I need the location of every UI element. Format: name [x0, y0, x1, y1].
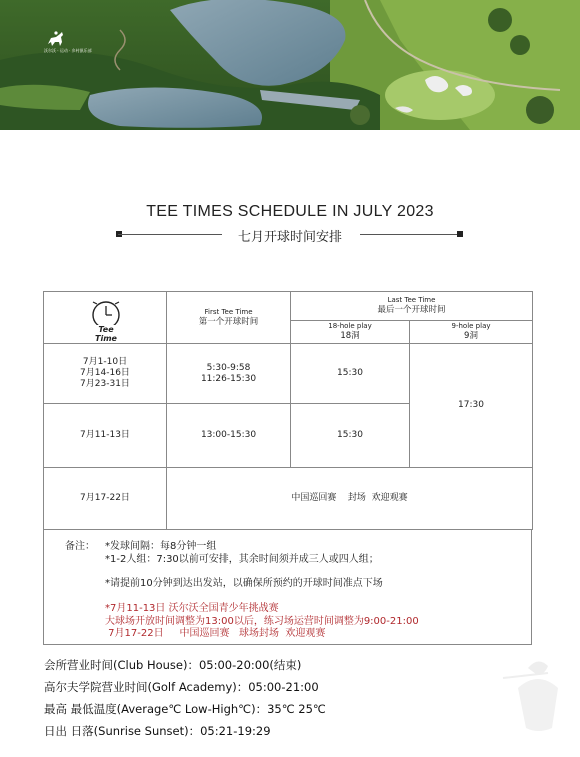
note-interval: *发球间隔：每8分钟一组 [105, 541, 217, 552]
tour-row-dates: 7月17-22日 [44, 468, 167, 530]
last-tee-header [291, 292, 533, 321]
row1-first-2: 11:26-15:30 [200, 373, 257, 384]
logo-text: 沃尔沃 · 运动 · 乡村俱乐部 [44, 48, 92, 53]
tee-time-logo [86, 299, 126, 343]
row1-date-3: 7月23-31日 [80, 379, 130, 389]
note-hours-adjusted: 大球场开放时间调整为13:00以后，练习场运营时间调整为9:00-21:00 [105, 616, 419, 627]
notes-label: 备注： [65, 541, 95, 552]
row1-dates [44, 344, 167, 404]
info-sunrise-sunset: 日出 日落(Sunrise Sunset)：05:21-19:29 [44, 724, 271, 738]
hole9-header [410, 321, 533, 344]
golfer-watermark [488, 648, 578, 757]
first-tee-header [167, 292, 291, 344]
tee-time-logo-text: Tee Time [86, 325, 126, 343]
info-temperature: 最高 最低温度(Average℃ Low-High℃)：35℃ 25℃ [44, 702, 326, 716]
title-rule-square-right [457, 231, 463, 237]
row2-last18: 15:30 [291, 404, 410, 468]
hole18-header-cn: 18洞 [340, 331, 360, 341]
hole18-header-en: 18-hole play [328, 322, 372, 330]
first-tee-header-cn: 第一个开球时间 [198, 316, 259, 327]
horse-rider-icon [44, 30, 68, 48]
note-small-group: *1-2人组：7:30以前可安排，其余时间须并成三人或四人组； [105, 554, 379, 565]
tour-row-text: 中国巡回赛 封场 欢迎观赛 [167, 468, 533, 530]
hole18-header [291, 321, 410, 344]
note-china-tour: 7月17-22日 中国巡回赛 球场封场 欢迎观赛 [105, 628, 326, 639]
last9-cell: 17:30 [410, 344, 533, 468]
row1-last18: 15:30 [291, 344, 410, 404]
hole9-header-cn: 9洞 [464, 331, 478, 341]
row1-date-1: 7月1-10日 [82, 357, 128, 367]
row1-first-tee [167, 344, 291, 404]
note-arrive-early: *请提前10分钟到达出发站，以确保所预约的开球时间准点下场 [105, 578, 383, 589]
info-club-house: 会所营业时间(Club House)：05:00-20:00(结束) [44, 658, 302, 672]
club-logo [44, 30, 92, 53]
last-tee-header-cn: 最后一个开球时间 [377, 305, 446, 315]
title-rule-right [360, 234, 460, 235]
row1-date-2: 7月14-16日 [80, 368, 130, 378]
hole9-header-en: 9-hole play [451, 322, 491, 330]
page-title: TEE TIMES SCHEDULE IN JULY 2023 [146, 203, 434, 220]
row2-dates: 7月11-13日 [44, 404, 167, 468]
row1-first-1: 5:30-9:58 [206, 362, 251, 373]
note-junior-event: *7月11-13日 沃尔沃全国青少年挑战赛 [105, 603, 279, 614]
course-aerial-banner [0, 0, 580, 130]
last-tee-header-en: Last Tee Time [387, 296, 436, 304]
row2-first-tee: 13:00-15:30 [167, 404, 291, 468]
first-tee-header-en: First Tee Time [204, 307, 253, 316]
page-subtitle: 七月开球时间安排 [237, 230, 342, 245]
info-golf-academy: 高尔夫学院营业时间(Golf Academy)：05:00-21:00 [44, 680, 319, 694]
